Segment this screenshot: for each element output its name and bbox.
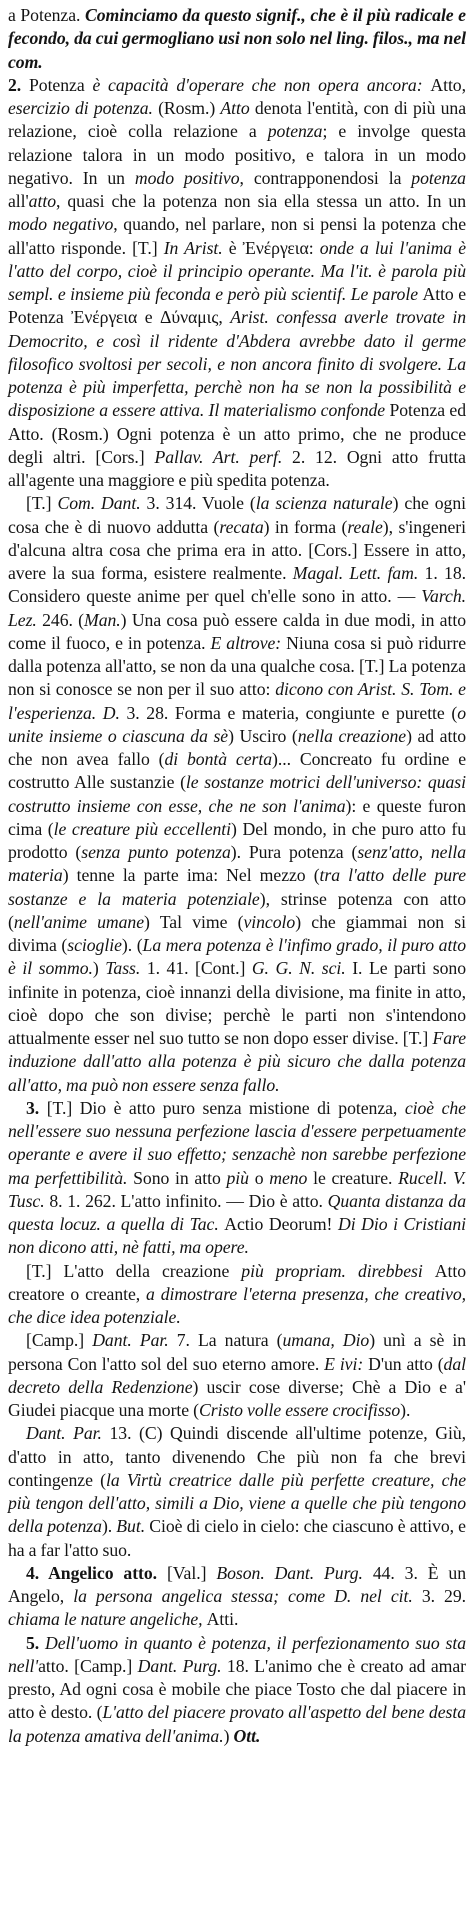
text-run: reale (347, 516, 383, 537)
text-run: umana, Dio (282, 1330, 370, 1351)
text-run: ) uscir cose diverse; Chè a Dio e a' Giudei piacque una morte ( (8, 1376, 466, 1420)
text-run: ) Del mondo, in che puro atto fu prodotto ( (8, 818, 466, 862)
text-run: ) che ogni cosa che è di nuovo addutta ( (8, 493, 466, 537)
text-run: ). (400, 1400, 411, 1420)
text-run: ). ( (121, 935, 143, 955)
text-run: scioglie (67, 935, 122, 955)
text-run: , quando, nel parlare, non si pensi la potenza che all'atto risponde. [T.] (8, 214, 466, 258)
text-run: Pallav. Art. perf. (154, 446, 293, 467)
text-run: , contrapponendosi la (239, 167, 412, 188)
text-run: 44. 3. È un Angelo, (8, 1562, 466, 1606)
text-run: E altrove: (210, 632, 287, 653)
creation-act-paragraph (8, 1260, 466, 1330)
text-run: Atto creatore o creante, (8, 1260, 466, 1304)
text-run: 3. 29. (421, 1586, 466, 1606)
text-run: (Rosm.) (158, 98, 221, 118)
text-run: dal decreto della Redenzione (8, 1353, 466, 1397)
text-run: D'un atto ( (368, 1353, 444, 1374)
text-run: But. (116, 1516, 150, 1537)
text-run: nella creazione (297, 725, 407, 746)
text-run: [Camp.] (26, 1330, 93, 1351)
text-run: G. G. N. sci. (251, 958, 353, 979)
text-run: ). Pura potenza ( (230, 842, 358, 862)
text-run: recata (219, 516, 264, 537)
text-run: vincolo (243, 911, 296, 932)
text-run: o (254, 1167, 270, 1188)
text-run: Cioè di cielo in cielo: che ciascuno è attivo, e ha a far l'atto suo. (8, 1516, 466, 1560)
text-run: Varch. Lez. (8, 586, 466, 630)
text-run: , quasi che la potenza non sia ella stessa un atto. In un (56, 191, 466, 211)
text-run: 7. La natura ( (176, 1330, 283, 1351)
text-run: Actio Deorum! (224, 1214, 338, 1234)
text-run: modo positivo (134, 167, 240, 188)
text-run: 3. 28. Forma e materia, congiunte e purette ( (126, 702, 458, 723)
text-run: atto. [Camp.] (38, 1655, 138, 1676)
text-run: 1. 41. [Cont.] (146, 958, 252, 979)
text-run: Boson. Dant. Purg. (216, 1562, 373, 1583)
entry-paragraph (8, 4, 466, 74)
text-run: 18. L'animo che è creato ad amar presto, Ad ogni cosa è mobile che piace Tosto che dal piacere in atto è desto. ( (8, 1655, 466, 1723)
text-run: la Virtù creatrice dalle più perfette creature, che più tengon dell'atto, simili a Dio, viene a quelle che più tengono della potenza (8, 1469, 467, 1537)
text-run: 246. ( (42, 609, 85, 630)
sense-2-paragraph (8, 74, 466, 493)
text-run: esercizio di potenza. (8, 98, 159, 118)
text-run: senza punto potenza (81, 842, 231, 862)
text-run: Sono in atto (133, 1167, 227, 1188)
text-run: Com. Dant. (57, 493, 147, 514)
text-run: Atto (220, 98, 255, 118)
text-run: ), s'ingeneri d'alcuna altra cosa che prima era in atto. [Cors.] Essere in atto, avere la sua forma, esistere realmente. (8, 516, 466, 583)
text-run: Potenza (28, 74, 93, 95)
text-run: [T.] L'atto della creazione (26, 1260, 242, 1281)
text-run: ). (101, 1516, 117, 1537)
text-run: ; e involge questa relazione talora in un modo positivo, e talora in un modo negativo. In un (8, 121, 466, 188)
text-run: denota l'entità, con di più una relazione, cioè colla relazione a (8, 98, 466, 142)
text-run: [T.] (26, 493, 58, 514)
text-run: Niuna cosa si può ridurre dalla potenza all'atto, se non da una qualche cosa. [T.] La potenza non si conosce se non per il suo atto: (8, 632, 467, 700)
text-run: Dant. Par. (92, 1330, 177, 1351)
sense-3-paragraph (8, 1097, 466, 1260)
text-run: ) Usciro ( (228, 725, 298, 746)
text-run: è capacità d'operare che non opera ancora: (92, 74, 431, 95)
text-run: Arist. confessa averle trovate in Democrito, e così il ridente d'Abdera avrebbe dato il germe filosofico svoltosi per secoli, e non ancora finito di svolgere. La potenza è più imperfetta, perchè non ha se non la possibilità e disposizione a essere attiva. Il materialismo confonde (8, 307, 466, 421)
text-run: di bontà certa (164, 749, 272, 769)
text-run: è Ἐνέργεια: (228, 237, 320, 258)
text-run: I. Le parti sono infinite in potenza, cioè innanzi della divisione, ma finite in atto, cioè dopo che son divise; perchè le parti non s'intendono attualmente esser nel suo tutto se non dopo esser divise. [T.] (8, 958, 466, 1048)
text-run: tra l'atto delle pure sostanze e la materia potenziale (8, 865, 466, 909)
text-run: modo negativo (8, 214, 114, 235)
text-run: senz'atto, nella materia (8, 842, 466, 886)
text-run: nell'anime umane (13, 911, 145, 932)
text-run: Tass. (105, 958, 147, 979)
text-run: )... Concreato fu ordine e costrutto Alle sustanzie ( (8, 749, 466, 793)
text-run: Atto, (430, 74, 466, 95)
text-run: L'atto del piacere provato all'aspetto del bene desta la potenza amativa dell'anima. (8, 1702, 467, 1746)
text-run: Man. (84, 609, 121, 630)
text-run: la persona angelica stessa; come D. nel cit. (73, 1586, 422, 1606)
text-run: Potenza ed Atto. (Rosm.) Ogni potenza è un atto primo, che ne produce degli altri. [Cors.] (8, 400, 466, 467)
text-run: le creature più eccellenti (53, 818, 232, 839)
text-run: chiama le nature angeliche, (8, 1609, 207, 1630)
text-run: ): e queste furon cima ( (8, 795, 466, 839)
text-run: Ott. (233, 1725, 261, 1746)
text-run: 2. 12. Ogni atto frutta all'agente una maggiore e più spedita potenza. (8, 446, 466, 490)
text-run: 8. 1. 262. L'atto infinito. — Dio è atto. (49, 1190, 328, 1211)
text-run: Dell'uomo in quanto è potenza, il perfezionamento suo sta nell' (8, 1632, 466, 1676)
text-run: ), strinse potenza con atto ( (8, 888, 467, 932)
text-run: più (226, 1167, 255, 1188)
text-run: 3. (26, 1097, 47, 1118)
text-run: cioè che nell'essere suo nessuna perfezione lascia d'essere perpetuamente operante e avere il suo effetto; senzachè non sarebbe perfezione ma perfettibilità. (8, 1097, 466, 1188)
text-run: ) in forma ( (263, 516, 348, 537)
dante-paradiso-7-paragraph (8, 1329, 466, 1422)
text-run: a dimostrare l'eterna presenza, che creativo, che dice idea potenziale. (8, 1283, 466, 1327)
text-run: le creature. (313, 1167, 399, 1188)
text-run: Magal. Lett. fam. (292, 563, 425, 583)
text-run: [T.] Dio è atto puro senza mistione di potenza, (46, 1097, 405, 1118)
text-run: Cominciamo da questo signif., che è il più radicale e fecondo, da cui germogliano usi non solo nel ling. filos., ma nel com. (8, 5, 466, 72)
text-run: ) unì a sè in persona Con l'atto sol del suo eterno amore. (8, 1330, 466, 1374)
text-run: Fare induzione dall'atto alla potenza è più sicuro che dalla potenza all'atto, ma può non essere senza fallo. (8, 1028, 466, 1095)
text-run: 3. 314. Vuole ( (146, 493, 256, 514)
text-run: Cristo volle essere crocifisso (199, 1400, 401, 1420)
text-run: Rucell. V. Tusc. (8, 1167, 466, 1211)
text-run: E ivi: (324, 1353, 369, 1374)
text-run: Atti. (206, 1609, 239, 1630)
text-run: la scienza naturale (255, 493, 393, 514)
text-run: 2. (8, 74, 29, 95)
text-run: In Arist. (163, 237, 229, 258)
text-run: meno (269, 1167, 314, 1188)
text-run: Dant. Par. (26, 1423, 110, 1444)
text-run: le sostanze motrici dell'universo: quasi costrutto insieme con esse, che ne son l'anima (8, 772, 466, 816)
text-run: Atto e Potenza Ἐνέργεια e Δύναμις, (8, 284, 467, 328)
text-run: ) (223, 1725, 234, 1746)
text-run: 4. Angelico atto. (26, 1562, 167, 1583)
text-run: ) Tal vime ( (144, 911, 244, 932)
citation-paragraph (8, 492, 466, 1097)
text-run: Quanta distanza da questa locuz. a quella di Tac. (8, 1190, 466, 1234)
text-run: [Val.] (166, 1562, 217, 1583)
text-run: Dant. Purg. (137, 1655, 227, 1676)
text-run: Di Dio i Cristiani non dicono atti, nè fatti, ma opere. (8, 1214, 466, 1258)
text-run: più propriam. direbbesi (241, 1260, 435, 1281)
text-run: all' (8, 191, 29, 211)
text-run: dicono con Arist. S. Tom. e l'esperienza. D. (8, 679, 466, 723)
text-run: atto (28, 191, 56, 211)
text-run: onde a lui l'anima è l'atto del corpo, cioè il principio operante. Ma l'it. è parola più sempl. e insieme più feconda e però più scientif. Le parole (8, 237, 467, 304)
text-run: ) (92, 958, 106, 979)
text-run: potenza (411, 167, 466, 188)
text-run: ) ad atto che non avea fallo ( (8, 725, 466, 769)
text-run: 1. 18. Considero queste anime per quel ch'elle sono in atto. — (8, 563, 466, 607)
sense-4-paragraph (8, 1562, 466, 1632)
text-run: 5. (26, 1632, 46, 1653)
sense-5-paragraph (8, 1632, 466, 1748)
text-run: ) Una cosa può essere calda in due modi, in atto come il fuoco, e in potenza. (8, 609, 467, 653)
dante-paradiso-13-paragraph (8, 1422, 466, 1562)
text-run: o unite insieme o ciascuna da sè (8, 702, 466, 746)
text-run: 13. (C) Quindi discende all'ultime potenze, Giù, d'atto in atto, tanto divenendo Che più non fa che brevi contingenze ( (8, 1423, 466, 1490)
text-run: potenza (267, 121, 323, 142)
text-run: ) tenne la parte ima: Nel mezzo ( (62, 865, 320, 886)
text-run: a Potenza. (8, 5, 85, 25)
text-run: La mera potenza è l'infimo grado, il puro atto è il sommo. (8, 935, 466, 979)
text-run: ) che giammai non si divima ( (8, 911, 466, 955)
